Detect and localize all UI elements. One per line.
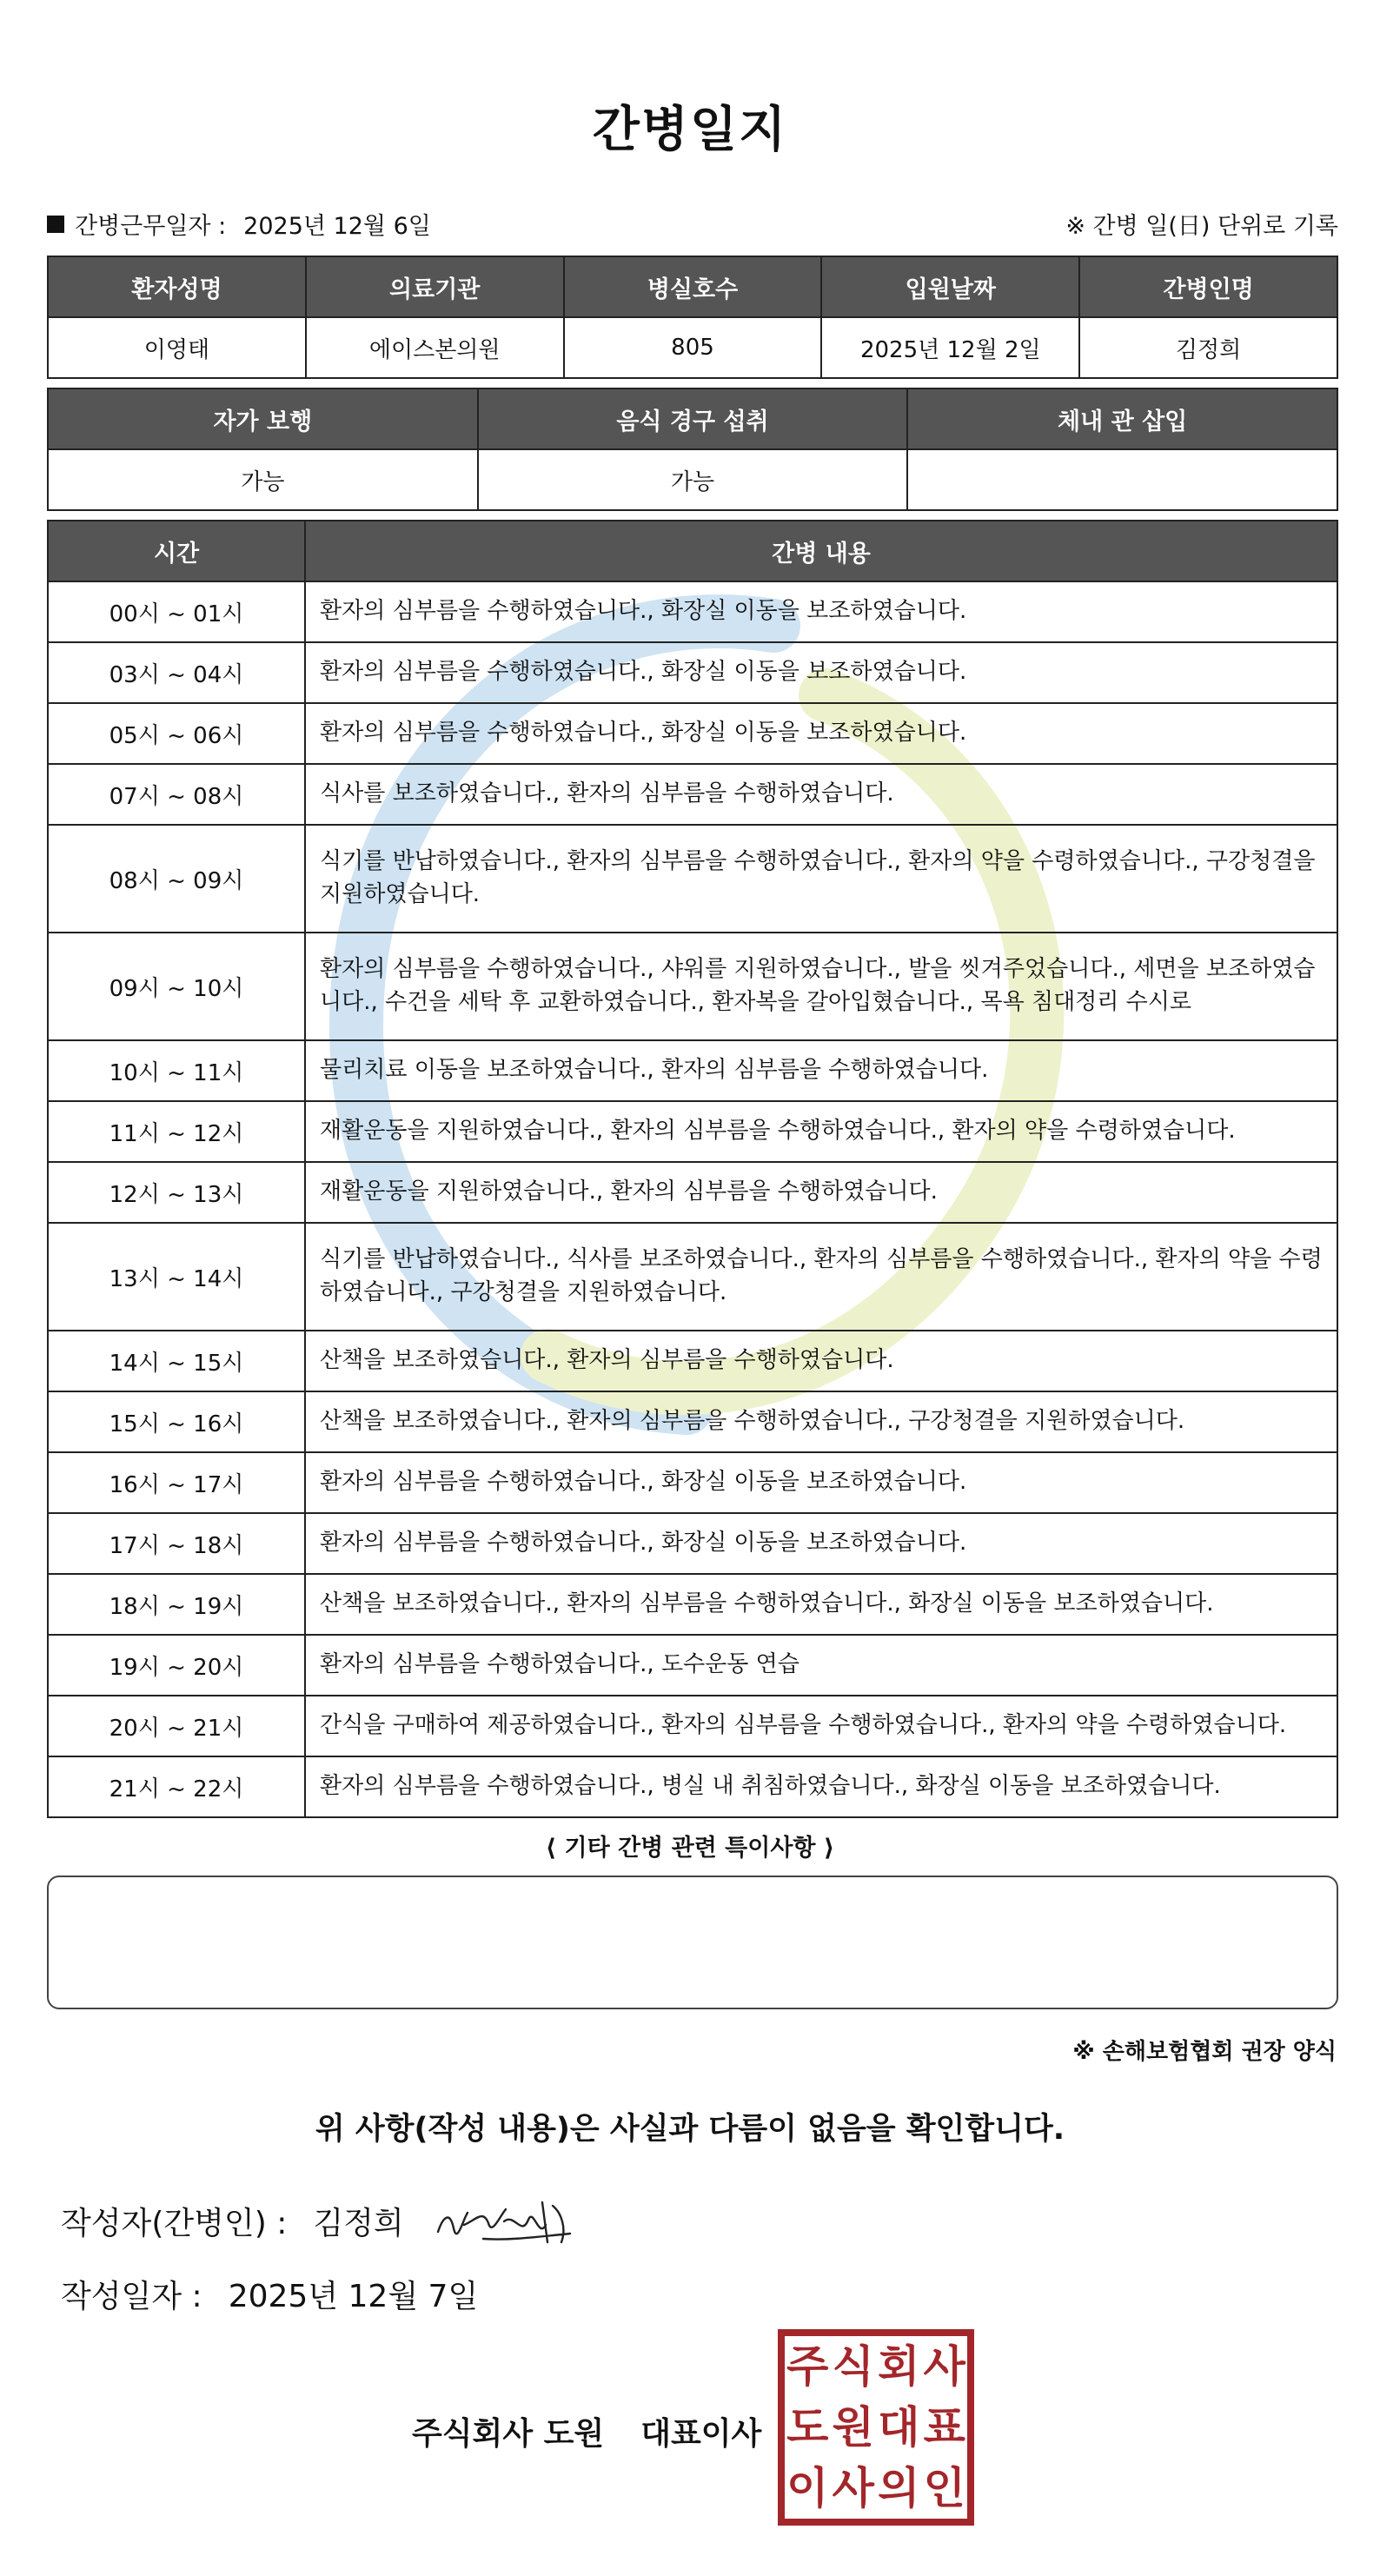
work-date-label: 간병근무일자 : <box>75 213 227 240</box>
seal-char: 이 <box>786 2463 829 2513</box>
table-row <box>48 1223 1337 1331</box>
special-notes-title: ⟨ 기타 간병 관련 특이사항 ⟩ <box>545 1835 835 1862</box>
work-date-value: 2025년 12월 6일 <box>243 213 431 240</box>
row-time: 09시 ~ 10시 <box>48 933 305 1040</box>
confirmation-statement: 위 사항(작성 내용)은 사실과 다름이 없음을 확인합니다. <box>315 2112 1065 2147</box>
table-row <box>48 1635 1337 1696</box>
table-row <box>48 1696 1337 1756</box>
row-content: 환자의 심부름을 수행하였습니다., 샤워를 지원하였습니다., 발을 씻겨주었습니다., 세면을 보조하였습니다., 수건을 세탁 후 교환하였습니다., 환자복을 갈아입혔습니다., 목욕 침대정리 수시로 <box>305 933 1337 1040</box>
seal-char: 식 <box>832 2341 874 2392</box>
row-time: 07시 ~ 08시 <box>48 764 305 825</box>
header-caregiver-name: 간병인명 <box>1079 256 1337 317</box>
table-row <box>48 1040 1337 1101</box>
signature <box>431 2187 579 2256</box>
patient-name: 이영태 <box>48 317 306 378</box>
square-bullet-icon <box>47 216 64 233</box>
row-content: 환자의 심부름을 수행하였습니다., 화장실 이동을 보조하였습니다. <box>305 581 1337 642</box>
company-seal <box>778 2329 974 2526</box>
row-content: 식기를 반납하였습니다., 식사를 보조하였습니다., 환자의 심부름을 수행하였습니다., 환자의 약을 수령하였습니다., 구강청결을 지원하였습니다. <box>305 1223 1337 1331</box>
header-admission-date: 입원날짜 <box>821 256 1079 317</box>
writer-label: 작성자(간병인) : <box>61 2206 288 2241</box>
row-time: 05시 ~ 06시 <box>48 703 305 764</box>
table-row <box>48 825 1337 933</box>
writer-name: 김정희 <box>313 2206 404 2241</box>
patient-info-header-row <box>48 256 1337 317</box>
row-content: 간식을 구매하여 제공하였습니다., 환자의 심부름을 수행하였습니다., 환자의 약을 수령하였습니다. <box>305 1696 1337 1756</box>
care-status-value-row <box>48 449 1337 510</box>
tube-insertion-value <box>907 449 1337 510</box>
table-row <box>48 1452 1337 1513</box>
row-content: 환자의 심부름을 수행하였습니다., 화장실 이동을 보조하였습니다. <box>305 642 1337 703</box>
seal-char: 회 <box>878 2341 920 2392</box>
row-content: 산책을 보조하였습니다., 환자의 심부름을 수행하였습니다., 구강청결을 지원하였습니다. <box>305 1391 1337 1452</box>
row-content: 재활운동을 지원하였습니다., 환자의 심부름을 수행하였습니다. <box>305 1162 1337 1223</box>
care-status-header-row <box>48 388 1337 449</box>
seal-char: 주 <box>786 2341 829 2392</box>
company-title: 대표이사 <box>640 2416 762 2452</box>
table-row <box>48 1513 1337 1574</box>
table-row <box>48 581 1337 642</box>
table-row <box>48 933 1337 1040</box>
seal-char: 사 <box>832 2463 874 2513</box>
seal-char: 표 <box>923 2402 965 2453</box>
table-row <box>48 1391 1337 1452</box>
header-patient-name: 환자성명 <box>48 256 306 317</box>
row-content: 물리치료 이동을 보조하였습니다., 환자의 심부름을 수행하였습니다. <box>305 1040 1337 1101</box>
table-row <box>48 1574 1337 1635</box>
meta-row <box>47 207 1338 241</box>
care-status-table <box>47 388 1338 511</box>
write-date-label: 작성일자 : <box>61 2279 202 2314</box>
row-content: 환자의 심부름을 수행하였습니다., 화장실 이동을 보조하였습니다. <box>305 1513 1337 1574</box>
row-time: 14시 ~ 15시 <box>48 1331 305 1391</box>
work-date <box>47 207 431 241</box>
row-content: 산책을 보조하였습니다., 환자의 심부름을 수행하였습니다. <box>305 1331 1337 1391</box>
table-row <box>48 703 1337 764</box>
hospital-name: 에이스본의원 <box>306 317 564 378</box>
table-row <box>48 1101 1337 1162</box>
row-time: 20시 ~ 21시 <box>48 1696 305 1756</box>
header-tube-insertion: 체내 관 삽입 <box>907 388 1337 449</box>
header-room: 병실호수 <box>564 256 822 317</box>
company-line <box>412 2409 761 2453</box>
special-notes-box <box>47 1876 1338 2009</box>
row-time: 08시 ~ 09시 <box>48 825 305 933</box>
caregiver-name: 김정희 <box>1079 317 1337 378</box>
writer-line <box>61 2199 404 2243</box>
write-date-value: 2025년 12월 7일 <box>228 2279 479 2314</box>
row-time: 13시 ~ 14시 <box>48 1223 305 1331</box>
header-hospital: 의료기관 <box>306 256 564 317</box>
row-time: 18시 ~ 19시 <box>48 1574 305 1635</box>
table-row <box>48 764 1337 825</box>
table-row <box>48 1756 1337 1817</box>
row-content: 재활운동을 지원하였습니다., 환자의 심부름을 수행하였습니다., 환자의 약을 수령하였습니다. <box>305 1101 1337 1162</box>
recommendation-note: ※ 손해보험협회 권장 양식 <box>1072 2039 1337 2065</box>
row-time: 00시 ~ 01시 <box>48 581 305 642</box>
row-time: 15시 ~ 16시 <box>48 1391 305 1452</box>
page-title: 간병일지 <box>592 102 788 158</box>
row-content: 환자의 심부름을 수행하였습니다., 도수운동 연습 <box>305 1635 1337 1696</box>
row-content: 환자의 심부름을 수행하였습니다., 병실 내 취침하였습니다., 화장실 이동을 보조하였습니다. <box>305 1756 1337 1817</box>
header-time: 시간 <box>48 521 305 581</box>
record-note: ※ 간병 일(日) 단위로 기록 <box>1065 213 1338 240</box>
row-content: 환자의 심부름을 수행하였습니다., 화장실 이동을 보조하였습니다. <box>305 1452 1337 1513</box>
company-name: 주식회사 도원 <box>412 2416 605 2452</box>
seal-char: 인 <box>923 2463 965 2513</box>
seal-char: 원 <box>832 2402 874 2453</box>
row-content: 식사를 보조하였습니다., 환자의 심부름을 수행하였습니다. <box>305 764 1337 825</box>
table-row <box>48 1162 1337 1223</box>
care-log-table <box>47 520 1338 1818</box>
row-time: 11시 ~ 12시 <box>48 1101 305 1162</box>
seal-char: 대 <box>878 2402 920 2453</box>
row-content: 산책을 보조하였습니다., 환자의 심부름을 수행하였습니다., 화장실 이동을 보조하였습니다. <box>305 1574 1337 1635</box>
table-row <box>48 1331 1337 1391</box>
row-time: 21시 ~ 22시 <box>48 1756 305 1817</box>
seal-char: 사 <box>923 2341 965 2392</box>
row-time: 17시 ~ 18시 <box>48 1513 305 1574</box>
row-content: 환자의 심부름을 수행하였습니다., 화장실 이동을 보조하였습니다. <box>305 703 1337 764</box>
seal-char: 도 <box>786 2402 829 2453</box>
patient-info-value-row <box>48 317 1337 378</box>
patient-info-table <box>47 256 1338 379</box>
header-self-walking: 자가 보행 <box>48 388 478 449</box>
room-number: 805 <box>564 317 822 378</box>
row-time: 10시 ~ 11시 <box>48 1040 305 1101</box>
write-date-line <box>61 2272 478 2316</box>
oral-intake-value: 가능 <box>478 449 908 510</box>
table-row <box>48 642 1337 703</box>
header-oral-intake: 음식 경구 섭취 <box>478 388 908 449</box>
row-time: 03시 ~ 04시 <box>48 642 305 703</box>
header-care-content: 간병 내용 <box>305 521 1337 581</box>
row-time: 16시 ~ 17시 <box>48 1452 305 1513</box>
row-time: 12시 ~ 13시 <box>48 1162 305 1223</box>
care-log-header-row <box>48 521 1337 581</box>
row-content: 식기를 반납하였습니다., 환자의 심부름을 수행하였습니다., 환자의 약을 수령하였습니다., 구강청결을 지원하였습니다. <box>305 825 1337 933</box>
self-walking-value: 가능 <box>48 449 478 510</box>
admission-date: 2025년 12월 2일 <box>821 317 1079 378</box>
row-time: 19시 ~ 20시 <box>48 1635 305 1696</box>
seal-char: 의 <box>878 2463 920 2513</box>
